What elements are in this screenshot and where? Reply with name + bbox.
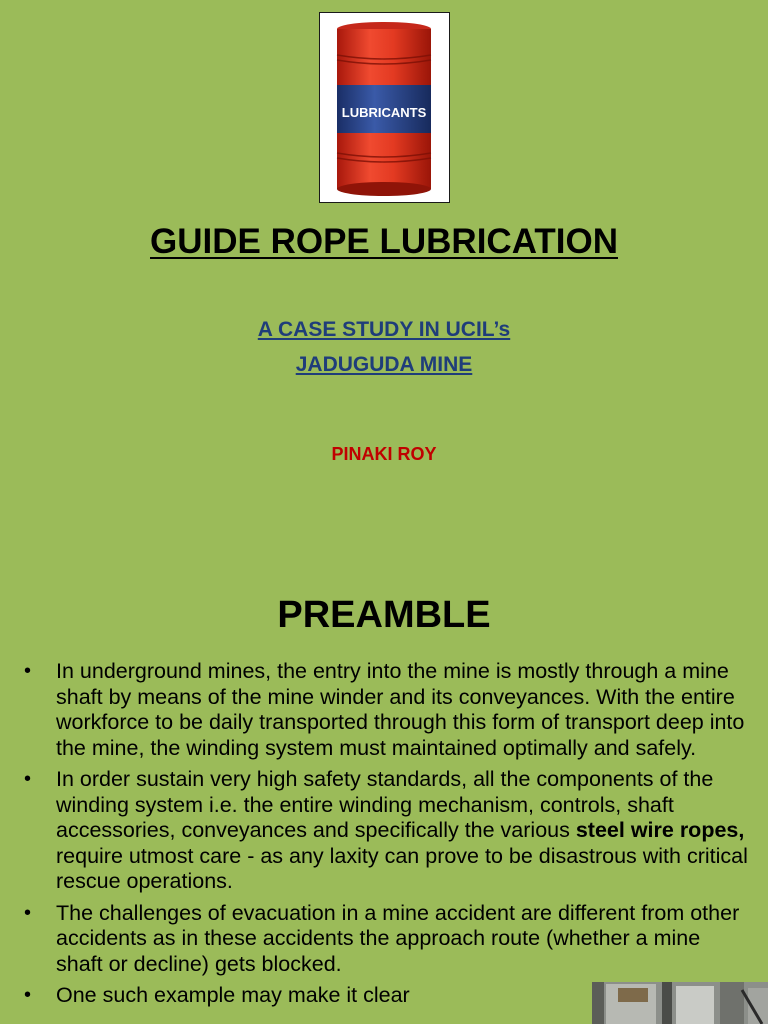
lubricant-drum-image — [319, 12, 450, 203]
preamble-slide — [0, 560, 768, 1024]
bullet-item — [22, 901, 752, 978]
mine-shaft-photo — [592, 982, 768, 1024]
bullet-text: In order sustain very high safety standards, all the components of the winding system i.e. the entire winding mechanism, controls, shaft accessories, conveyances and specifically the various — [56, 767, 714, 842]
bullet-dot-icon: • — [24, 984, 32, 1006]
lubricant-drum-icon — [320, 13, 449, 202]
bullet-text: The challenges of evacuation in a mine accident are different from other accidents as in these accidents the approach route (whether a mine shaft or decline) gets blocked. — [56, 900, 740, 976]
drum-label: LUBRICANTS — [341, 105, 427, 120]
bullet-text: In underground mines, the entry into the mine is mostly through a mine shaft by means of the mine winder and its conveyances. With the entire workforce to be daily transported through this form of transport deep into the mine, the winding system must maintained optimally and safely. — [56, 659, 745, 760]
bullet-list — [22, 659, 752, 1015]
bullet-text: require utmost care - as any laxity can prove to be disastrous with critical rescue operations. — [56, 843, 748, 893]
bullet-item — [22, 767, 752, 895]
bullet-dot-icon: • — [24, 768, 32, 790]
bullet-dot-icon: • — [24, 660, 32, 682]
subtitle-line-2[interactable]: JADUGUDA MINE — [295, 353, 473, 376]
bullet-item — [22, 659, 752, 761]
bullet-dot-icon: • — [24, 901, 32, 924]
section-heading: PREAMBLE — [277, 594, 491, 636]
page-title: GUIDE ROPE LUBRICATION — [150, 222, 618, 261]
subtitle-line-1[interactable]: A CASE STUDY IN UCIL’s — [257, 318, 511, 341]
bullet-bold-text: steel wire ropes, — [575, 818, 745, 842]
bullet-text: One such example may make it clear — [56, 983, 410, 1007]
author-name: PINAKI ROY — [331, 444, 437, 464]
